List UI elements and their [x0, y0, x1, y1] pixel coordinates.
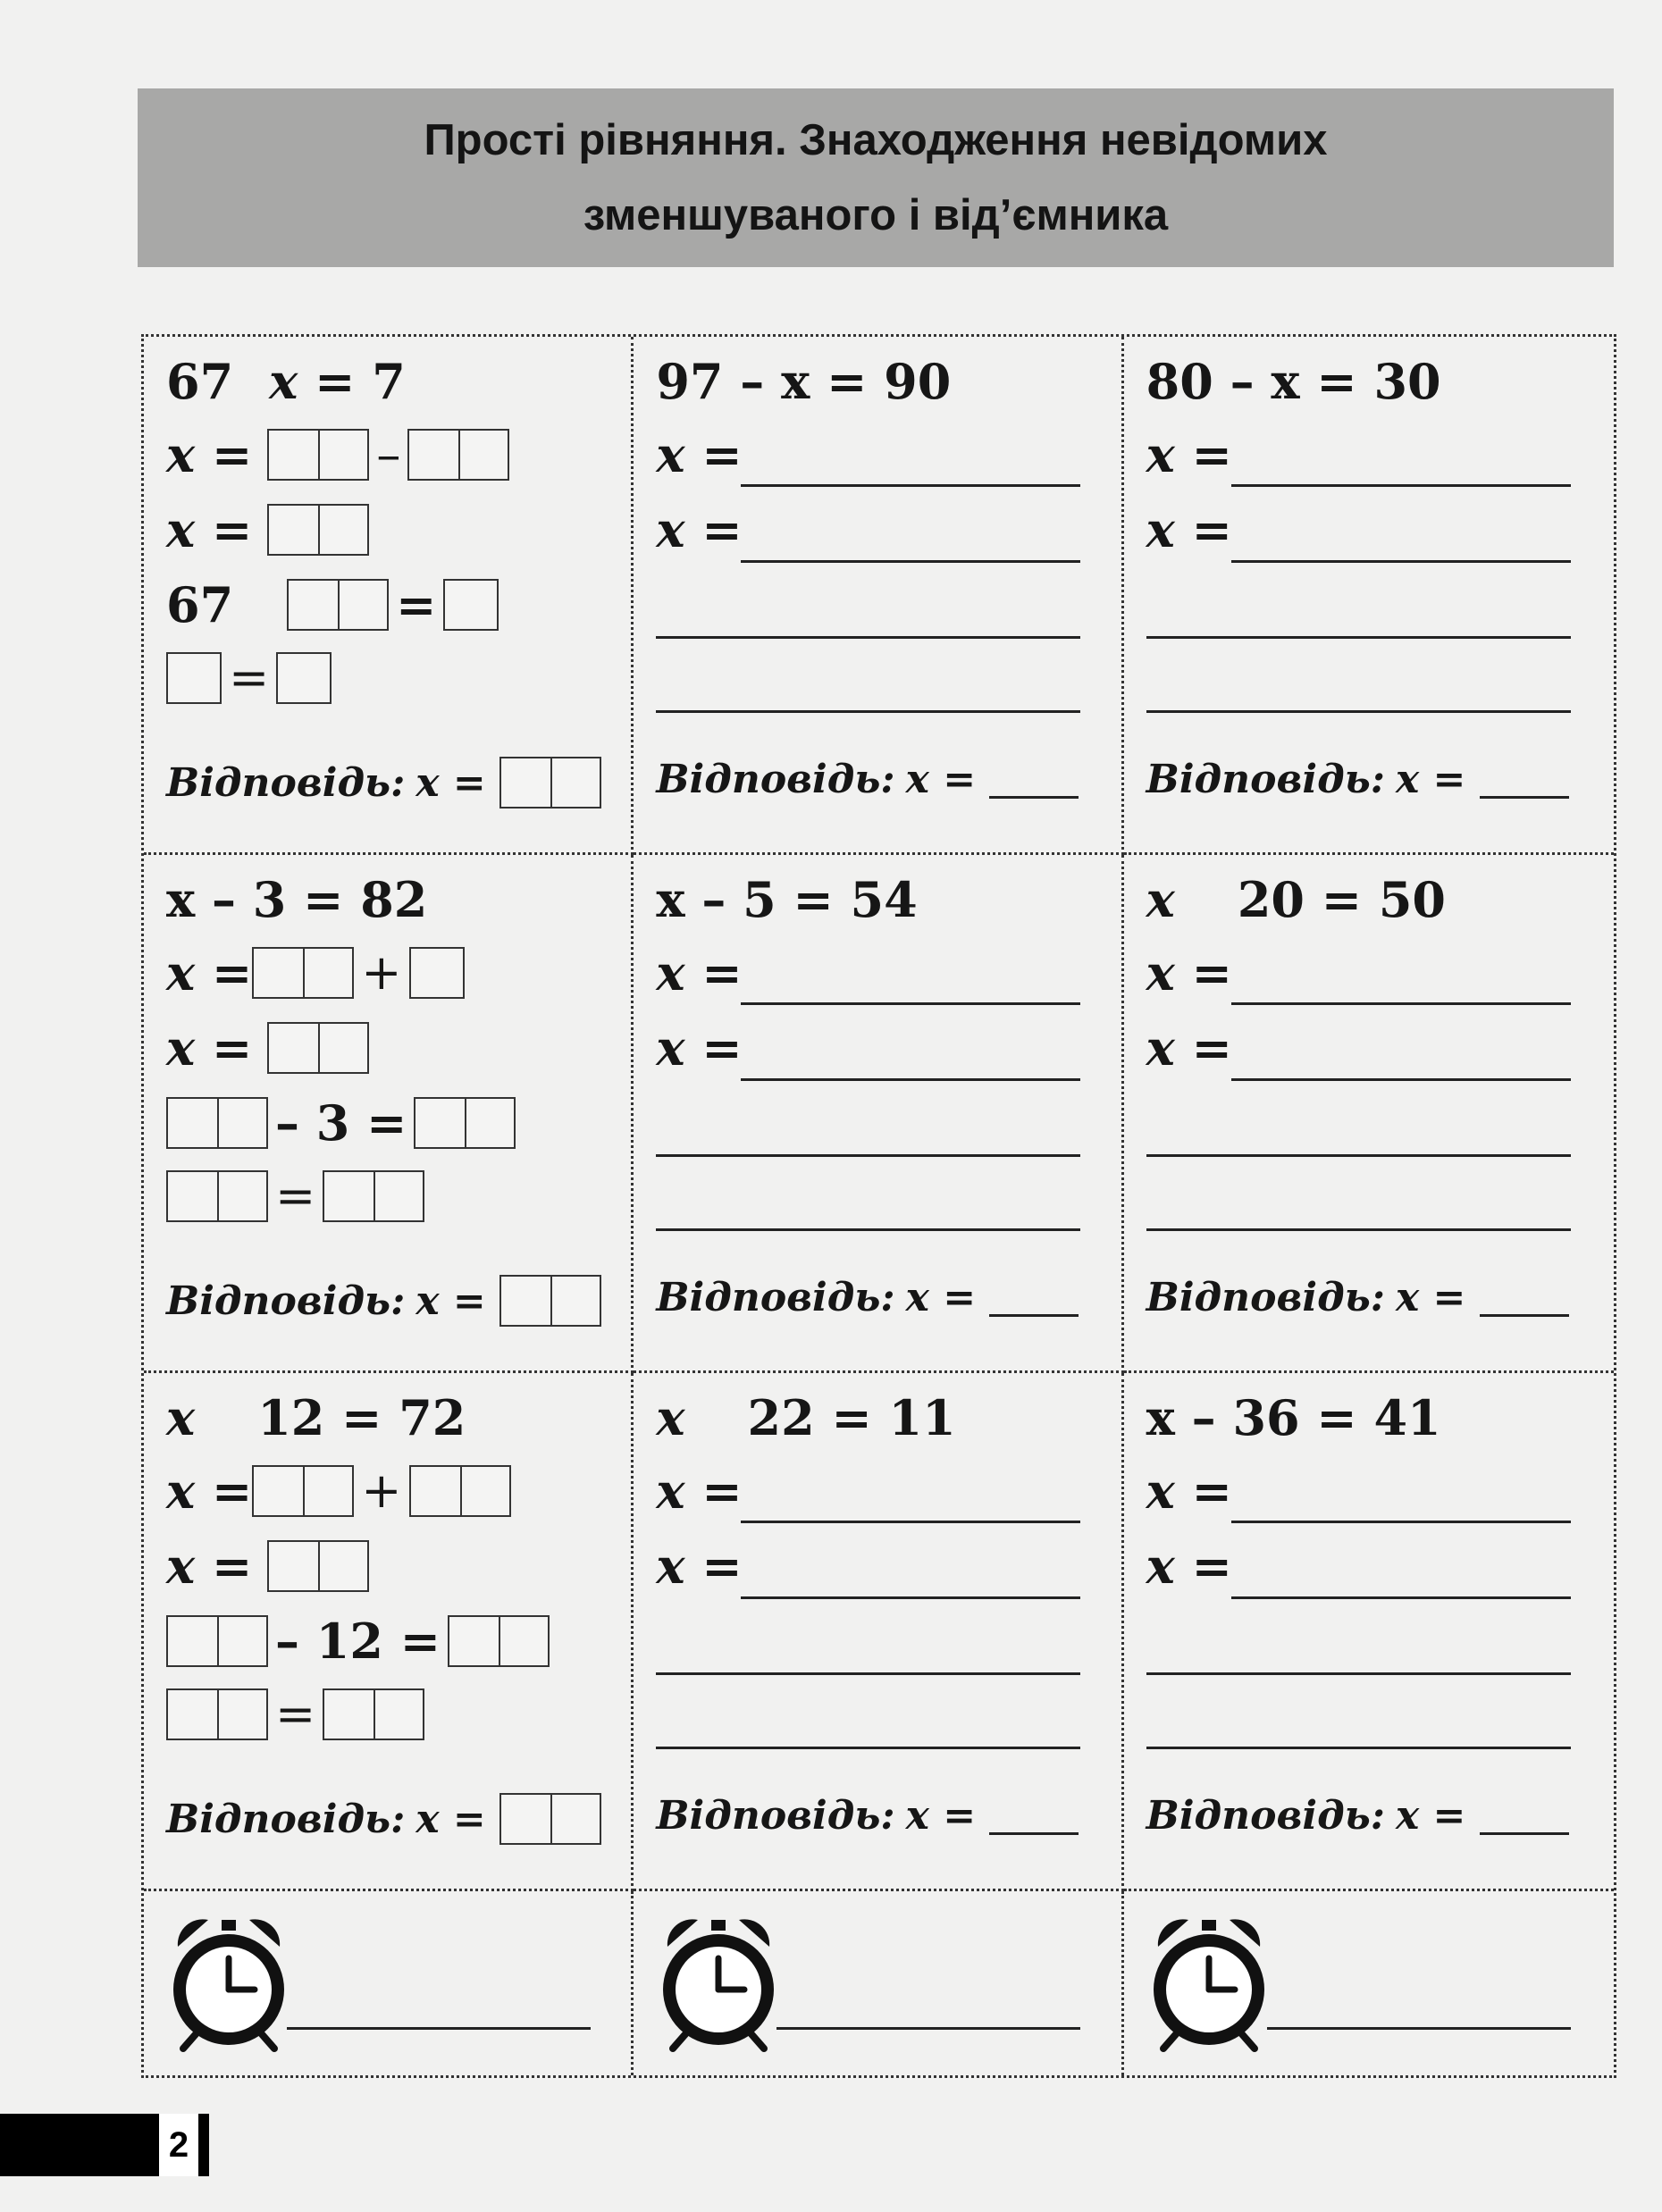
equation: x 22 = 11 [656, 1389, 956, 1446]
answer-box[interactable] [276, 652, 332, 704]
answer-box[interactable] [409, 1465, 511, 1517]
write-line[interactable] [1146, 710, 1571, 713]
write-line[interactable] [656, 1154, 1080, 1157]
exercise-cell-1 [144, 337, 634, 855]
step-line-1: x = + [166, 946, 465, 1000]
step-line-1: x = [1146, 426, 1232, 483]
clock-cell-2 [634, 1891, 1123, 2075]
answer-blank[interactable] [989, 1278, 1079, 1317]
header-title-line1: Прості рівняння. Знаходження невідомих [424, 116, 1328, 164]
answer-box[interactable] [323, 1688, 424, 1740]
step-line-2: x = [166, 1021, 369, 1075]
answer-box[interactable] [166, 652, 222, 704]
answer-box[interactable] [287, 579, 389, 631]
step-line-2: x = [656, 501, 743, 558]
write-line[interactable] [776, 2027, 1080, 2030]
write-line[interactable] [741, 1002, 1080, 1005]
answer-box[interactable] [267, 1022, 369, 1074]
exercise-cell-8 [634, 1373, 1123, 1891]
answer-box[interactable] [409, 947, 465, 999]
step-line-1: x = [656, 944, 743, 1001]
step-line-3: 67 = [166, 578, 499, 632]
step-line-1: x = + [166, 1464, 511, 1518]
answer-box[interactable] [166, 1097, 268, 1149]
answer-box[interactable] [166, 1170, 268, 1222]
answer-box[interactable] [499, 1793, 601, 1845]
step-line-1: x = [656, 1462, 743, 1520]
write-line[interactable] [741, 560, 1080, 563]
exercise-cell-5 [634, 855, 1123, 1373]
step-line-1: x = [1146, 1462, 1232, 1520]
write-line[interactable] [1146, 1228, 1571, 1231]
write-line[interactable] [1231, 1596, 1571, 1599]
answer-box[interactable] [448, 1615, 550, 1667]
step-line-2: x = [166, 1539, 369, 1593]
answer-box[interactable] [414, 1097, 516, 1149]
answer-box[interactable] [267, 504, 369, 556]
answer-box[interactable] [407, 429, 509, 481]
answer-box[interactable] [499, 1275, 601, 1327]
write-line[interactable] [1146, 1672, 1571, 1675]
answer-line: Відповідь: x = [166, 757, 601, 809]
page-header [138, 88, 1614, 267]
step-line-1: x = [1146, 944, 1232, 1001]
step-line-2: x = [166, 503, 369, 557]
exercise-grid [141, 334, 1616, 2078]
answer-box[interactable] [267, 429, 369, 481]
write-line[interactable] [656, 636, 1080, 639]
clock-cell-3 [1124, 1891, 1614, 2075]
answer-line: Відповідь: x = [1146, 1793, 1569, 1839]
exercise-cell-9 [1124, 1373, 1614, 1891]
equation: x – 5 = 54 [656, 871, 918, 928]
answer-blank[interactable] [1480, 760, 1569, 799]
answer-blank[interactable] [989, 1797, 1079, 1835]
step-line-3: – 3 = [166, 1096, 516, 1150]
write-line[interactable] [741, 1521, 1080, 1523]
answer-line: Відповідь: x = [166, 1793, 601, 1845]
write-line[interactable] [1146, 636, 1571, 639]
exercise-cell-3 [1124, 337, 1614, 855]
answer-blank[interactable] [989, 760, 1079, 799]
exercise-cell-4 [144, 855, 634, 1373]
step-line-2: x = [1146, 1019, 1232, 1077]
clock-cell-1 [144, 1891, 634, 2075]
equation: 67 x = 7 [166, 353, 406, 410]
equation: x 12 = 72 [166, 1389, 466, 1446]
write-line[interactable] [741, 484, 1080, 487]
answer-box[interactable] [443, 579, 499, 631]
answer-box[interactable] [252, 947, 354, 999]
header-title-line2: зменшуваного і від’ємника [583, 191, 1169, 239]
page-number: 2 [159, 2114, 198, 2176]
write-line[interactable] [741, 1078, 1080, 1081]
write-line[interactable] [1267, 2027, 1571, 2030]
equation: 80 – x = 30 [1146, 353, 1441, 410]
equation: x – 36 = 41 [1146, 1389, 1441, 1446]
write-line[interactable] [1231, 1002, 1571, 1005]
write-line[interactable] [741, 1596, 1080, 1599]
answer-line: Відповідь: x = [166, 1275, 601, 1327]
step-line-4: = [166, 651, 332, 705]
write-line[interactable] [1231, 560, 1571, 563]
step-line-4: = [166, 1688, 424, 1741]
answer-box[interactable] [267, 1540, 369, 1592]
step-line-2: x = [1146, 501, 1232, 558]
exercise-cell-6 [1124, 855, 1614, 1373]
write-line[interactable] [1231, 1078, 1571, 1081]
write-line[interactable] [1146, 1747, 1571, 1749]
alarm-clock-icon [651, 1909, 785, 2052]
answer-box[interactable] [166, 1688, 268, 1740]
exercise-cell-2 [634, 337, 1123, 855]
equation: x – 3 = 82 [166, 871, 428, 928]
write-line[interactable] [1146, 1154, 1571, 1157]
answer-line: Відповідь: x = [656, 757, 1079, 802]
alarm-clock-icon [162, 1909, 296, 2052]
answer-box[interactable] [323, 1170, 424, 1222]
answer-line: Відповідь: x = [656, 1275, 1079, 1320]
step-line-2: x = [1146, 1538, 1232, 1595]
answer-line: Відповідь: x = [1146, 1275, 1569, 1320]
alarm-clock-icon [1142, 1909, 1276, 2052]
equation: x 20 = 50 [1146, 871, 1446, 928]
answer-box[interactable] [252, 1465, 354, 1517]
write-line[interactable] [656, 1228, 1080, 1231]
write-line[interactable] [287, 2027, 591, 2030]
step-line-1: x = – [166, 428, 509, 482]
step-line-2: x = [656, 1019, 743, 1077]
answer-box[interactable] [166, 1615, 268, 1667]
exercise-cell-7 [144, 1373, 634, 1891]
answer-line: Відповідь: x = [1146, 757, 1569, 802]
answer-blank[interactable] [1480, 1278, 1569, 1317]
equation: 97 – x = 90 [656, 353, 952, 410]
step-line-4: = [166, 1169, 424, 1223]
write-line[interactable] [656, 1747, 1080, 1749]
write-line[interactable] [656, 1672, 1080, 1675]
step-line-2: x = [656, 1538, 743, 1595]
write-line[interactable] [1231, 484, 1571, 487]
step-line-1: x = [656, 426, 743, 483]
answer-box[interactable] [499, 757, 601, 809]
write-line[interactable] [656, 710, 1080, 713]
write-line[interactable] [1231, 1521, 1571, 1523]
step-line-3: – 12 = [166, 1614, 550, 1668]
answer-blank[interactable] [1480, 1797, 1569, 1835]
answer-line: Відповідь: x = [656, 1793, 1079, 1839]
page-number-bar [0, 2114, 209, 2176]
